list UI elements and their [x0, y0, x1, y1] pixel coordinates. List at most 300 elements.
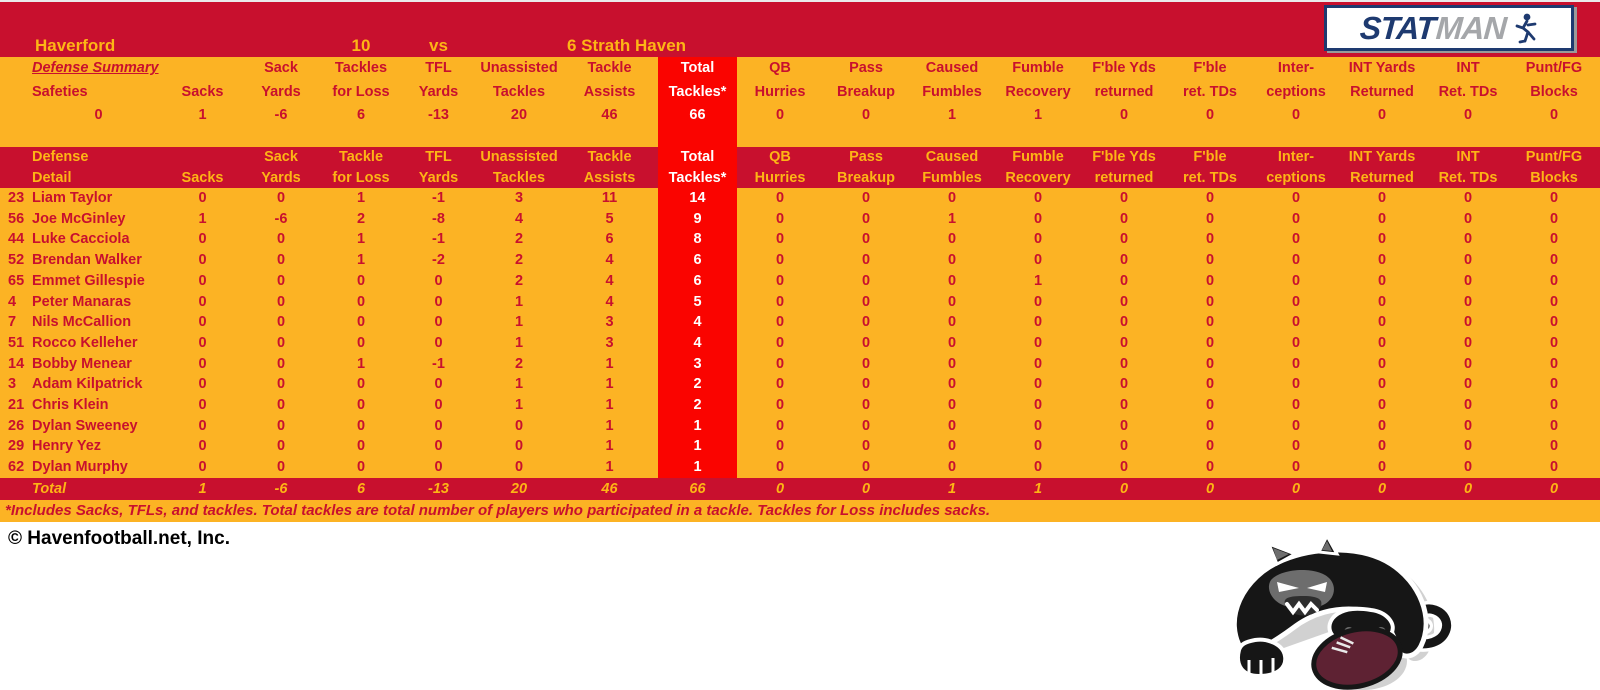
- player-row: [0, 229, 1600, 250]
- player-stat: 4: [658, 333, 737, 354]
- total-value: 0: [1119, 480, 1129, 497]
- player-stat: 0: [276, 355, 286, 372]
- column-header: Tackles: [492, 83, 546, 100]
- summary-value: 0: [775, 107, 785, 124]
- player-stat: 0: [947, 417, 957, 434]
- jersey-number: 62: [8, 459, 25, 476]
- player-stat: 0: [1205, 252, 1215, 269]
- player-stat: -1: [432, 355, 445, 372]
- player-name: Chris Klein: [32, 397, 109, 414]
- player-row: [0, 457, 1600, 478]
- total-value: 46: [601, 480, 618, 497]
- column-header: ret. TDs: [1183, 83, 1237, 100]
- player-name: Liam Taylor: [32, 190, 113, 206]
- player-stat: -1: [432, 190, 445, 206]
- footer-area: [0, 522, 1600, 690]
- column-header: INT Yards: [1348, 60, 1416, 76]
- player-row: [0, 271, 1600, 292]
- column-header: [165, 57, 240, 81]
- player-stat: 0: [1205, 314, 1215, 331]
- player-stat: 2: [356, 210, 366, 227]
- player-stat: 0: [1377, 397, 1387, 414]
- player-stat: 0: [1549, 210, 1559, 227]
- jersey-number: 26: [8, 417, 25, 434]
- player-stat: 0: [1549, 397, 1559, 414]
- player-stat: 1: [605, 397, 614, 414]
- player-stat: 0: [861, 210, 871, 227]
- player-stat: 0: [514, 438, 524, 455]
- column-header: Tackle: [587, 149, 632, 165]
- player-stat: 6: [658, 271, 737, 292]
- summary-value: 0: [1549, 107, 1559, 124]
- column-header: Sack: [264, 60, 298, 76]
- player-stat: 1: [356, 252, 366, 269]
- detail-header-row-1: [0, 147, 1600, 168]
- player-stat: 0: [1033, 314, 1043, 331]
- player-stat: 0: [1377, 376, 1387, 393]
- player-stat: 0: [1291, 376, 1301, 393]
- player-stat: 0: [775, 272, 785, 289]
- player-stat: 2: [514, 355, 524, 372]
- column-header: Returned: [1350, 169, 1414, 186]
- player-stat: 0: [1291, 459, 1301, 476]
- player-stat: 0: [1463, 397, 1473, 414]
- column-header: Tackles: [492, 169, 546, 186]
- detail-title: Defense: [32, 149, 89, 165]
- total-value: 6: [356, 480, 366, 497]
- column-header: returned: [1094, 83, 1154, 100]
- player-name: Nils McCallion: [32, 314, 132, 331]
- away-score-and-team: 6 Strath Haven: [567, 36, 687, 55]
- player-name: Adam Kilpatrick: [32, 376, 143, 393]
- player-stat: 0: [1205, 210, 1215, 227]
- player-stat: 0: [198, 376, 207, 393]
- column-header: F'ble Yds: [1092, 149, 1156, 165]
- player-stat: 0: [276, 190, 286, 206]
- column-header: F'ble: [1193, 60, 1227, 76]
- jersey-number: 7: [8, 314, 17, 331]
- column-header: Recovery: [1005, 169, 1071, 186]
- player-row: [0, 209, 1600, 230]
- summary-value: 66: [658, 104, 737, 128]
- player-stat: 4: [605, 293, 614, 310]
- player-stat: 1: [198, 210, 207, 227]
- column-header: Fumble: [1012, 60, 1064, 76]
- player-stat: 0: [1119, 272, 1129, 289]
- player-stat: 0: [1549, 334, 1559, 351]
- vs-label: vs: [429, 36, 448, 55]
- player-stat: 0: [947, 355, 957, 372]
- detail-header-row-2: [0, 168, 1600, 189]
- player-stat: 0: [514, 417, 524, 434]
- column-header: Caused: [925, 149, 979, 165]
- player-stat: 0: [775, 231, 785, 248]
- summary-value: 20: [510, 107, 528, 124]
- jersey-number: 14: [8, 355, 25, 372]
- player-stat: 0: [1377, 190, 1387, 206]
- player-stat: 0: [1119, 397, 1129, 414]
- player-stat: 0: [434, 376, 443, 393]
- player-stat: 6: [605, 231, 614, 248]
- player-stat: 0: [1119, 438, 1129, 455]
- player-stat: 0: [434, 314, 443, 331]
- player-stat: 0: [434, 459, 443, 476]
- column-header: Blocks: [1530, 169, 1578, 186]
- player-stat: 0: [1291, 210, 1301, 227]
- player-stat: 0: [861, 293, 871, 310]
- player-stat: 0: [1205, 376, 1215, 393]
- player-stat: 0: [198, 397, 207, 414]
- player-row: [0, 333, 1600, 354]
- player-name: Dylan Murphy: [32, 459, 128, 476]
- player-stat: 14: [658, 188, 737, 209]
- player-stat: 1: [514, 293, 524, 310]
- column-header: Pass: [849, 60, 883, 76]
- player-stat: 0: [1377, 252, 1387, 269]
- column-header: Ret. TDs: [1438, 169, 1498, 186]
- player-stat: 1: [514, 376, 524, 393]
- player-stat: 0: [198, 355, 207, 372]
- player-stat: 0: [861, 231, 871, 248]
- total-value: 1: [1033, 480, 1043, 497]
- jersey-number: 52: [8, 252, 25, 269]
- player-name: Peter Manaras: [32, 293, 132, 310]
- player-stat: 0: [775, 190, 785, 206]
- column-header: Punt/FG: [1525, 149, 1583, 165]
- player-stat: 0: [1033, 376, 1043, 393]
- player-name: Dylan Sweeney: [32, 417, 138, 434]
- player-stat: 0: [434, 417, 443, 434]
- total-value: 0: [1291, 480, 1301, 497]
- player-stat: 4: [514, 210, 524, 227]
- column-header: Ret. TDs: [1438, 83, 1498, 100]
- player-stat: 0: [1291, 231, 1301, 248]
- player-stat: 0: [947, 438, 957, 455]
- total-value: 0: [1549, 480, 1559, 497]
- summary-row-label: Safeties: [32, 83, 88, 100]
- player-stat: 0: [1119, 231, 1129, 248]
- player-stat: 0: [1119, 459, 1129, 476]
- player-stat: 0: [1205, 293, 1215, 310]
- column-header: ceptions: [1266, 83, 1326, 100]
- player-stat: 0: [356, 272, 366, 289]
- player-stat: 0: [775, 459, 785, 476]
- column-header: Inter-: [1277, 149, 1315, 165]
- player-stat: 0: [434, 272, 443, 289]
- column-header: Pass: [849, 149, 883, 165]
- player-stat: 2: [658, 374, 737, 395]
- player-stat: 0: [947, 314, 957, 331]
- column-header: Hurries: [754, 83, 806, 100]
- player-stat: 0: [1463, 231, 1473, 248]
- player-name: Emmet Gillespie: [32, 272, 145, 289]
- player-stat: 0: [1291, 272, 1301, 289]
- player-stat: 0: [198, 252, 207, 269]
- summary-value: 6: [356, 107, 366, 124]
- jersey-number: 51: [8, 334, 25, 351]
- jersey-number: 29: [8, 438, 25, 455]
- column-header: [165, 147, 240, 168]
- summary-value: 46: [601, 107, 618, 124]
- player-stat: 0: [1205, 272, 1215, 289]
- statman-logo-stat-text: STAT: [1358, 10, 1436, 46]
- total-value: -13: [428, 480, 449, 497]
- player-name: Rocco Kelleher: [32, 334, 138, 351]
- player-stat: 0: [1549, 376, 1559, 393]
- section-gap: [0, 128, 1600, 147]
- player-stat: 0: [1291, 190, 1301, 206]
- column-header: INT Yards: [1348, 149, 1416, 165]
- column-header: Punt/FG: [1525, 60, 1583, 76]
- player-stat: 0: [947, 397, 957, 414]
- player-stat: 1: [605, 438, 614, 455]
- player-stat: 0: [861, 459, 871, 476]
- player-stat: 0: [276, 272, 286, 289]
- player-stat: 0: [1377, 314, 1387, 331]
- player-stat: 3: [514, 190, 524, 206]
- player-stat: 0: [1205, 334, 1215, 351]
- jersey-number: 56: [8, 210, 25, 227]
- player-stat: 0: [1291, 334, 1301, 351]
- player-stat: 1: [605, 376, 614, 393]
- player-stat: 0: [356, 417, 366, 434]
- player-stat: 1: [514, 314, 524, 331]
- player-stat: 0: [1463, 459, 1473, 476]
- player-stat: -2: [432, 252, 445, 269]
- player-stat: 0: [276, 252, 286, 269]
- player-stat: 0: [775, 293, 785, 310]
- column-header: Yards: [261, 169, 301, 186]
- player-stat: 0: [1377, 293, 1387, 310]
- column-header: Breakup: [836, 83, 896, 100]
- player-stat: 0: [1119, 252, 1129, 269]
- summary-value: 0: [1119, 107, 1129, 124]
- player-stat: 0: [1377, 210, 1387, 227]
- player-stat: 0: [1119, 334, 1129, 351]
- player-stat: 0: [1463, 376, 1473, 393]
- player-stat: 0: [276, 314, 286, 331]
- player-stat: 0: [1291, 417, 1301, 434]
- player-stat: 0: [356, 376, 366, 393]
- player-stat: 0: [1463, 438, 1473, 455]
- jersey-number: 23: [8, 190, 25, 206]
- player-stat: 6: [658, 250, 737, 271]
- player-stat: 0: [1463, 314, 1473, 331]
- total-value: 0: [775, 480, 785, 497]
- summary-value: 0: [861, 107, 871, 124]
- column-header: Tackle: [338, 149, 384, 165]
- player-row: [0, 292, 1600, 313]
- player-stat: 0: [198, 272, 207, 289]
- player-stat: 0: [775, 397, 785, 414]
- player-stat: 0: [775, 438, 785, 455]
- statman-logo: [1324, 5, 1574, 51]
- home-score: 10: [351, 36, 371, 55]
- player-stat: 0: [947, 334, 957, 351]
- player-row: [0, 436, 1600, 457]
- total-value: 0: [1463, 480, 1473, 497]
- total-value: 20: [510, 480, 528, 497]
- player-stat: 0: [947, 376, 957, 393]
- player-stat: 0: [1033, 459, 1043, 476]
- player-stat: 0: [861, 334, 871, 351]
- column-header: Total: [658, 147, 737, 168]
- jersey-number: 65: [8, 272, 25, 289]
- player-stat: -6: [274, 210, 288, 227]
- player-stat: 0: [276, 231, 286, 248]
- player-stat: 0: [514, 459, 524, 476]
- player-stat: 0: [1549, 355, 1559, 372]
- player-stat: 0: [861, 272, 871, 289]
- total-value: 0: [1205, 480, 1215, 497]
- detail-title: Detail: [32, 169, 72, 186]
- player-stat: 0: [1463, 190, 1473, 206]
- running-man-icon: [1512, 12, 1538, 44]
- column-header: QB: [769, 149, 791, 165]
- player-stat: 1: [356, 355, 366, 372]
- copyright: © Havenfootball.net, Inc.: [8, 527, 230, 549]
- player-stat: 0: [1205, 190, 1215, 206]
- player-stat: 2: [658, 395, 737, 416]
- player-stat: 0: [434, 293, 443, 310]
- player-stat: 0: [1205, 459, 1215, 476]
- player-row: [0, 416, 1600, 437]
- player-stat: 0: [198, 293, 207, 310]
- player-stat: 0: [434, 334, 443, 351]
- column-header: Breakup: [836, 169, 896, 186]
- summary-value: 0: [1377, 107, 1387, 124]
- player-stat: 0: [1033, 293, 1043, 310]
- column-header: Caused: [925, 60, 979, 76]
- player-stat: 0: [1205, 438, 1215, 455]
- player-stat: 0: [198, 231, 207, 248]
- column-header: Inter-: [1277, 60, 1315, 76]
- column-header: Fumbles: [922, 83, 982, 100]
- jersey-number: 44: [8, 231, 25, 248]
- column-header: TFL: [425, 60, 452, 76]
- column-header: INT: [1456, 60, 1480, 76]
- player-stat: 0: [198, 459, 207, 476]
- player-stat: 1: [658, 416, 737, 437]
- player-stat: 0: [775, 334, 785, 351]
- player-stat: 11: [601, 190, 618, 206]
- player-stat: 0: [1291, 314, 1301, 331]
- total-value: 1: [947, 480, 957, 497]
- player-stat: 1: [658, 457, 737, 478]
- column-header: Tackles*: [658, 81, 737, 105]
- player-stat: 0: [1377, 272, 1387, 289]
- player-stat: 1: [514, 397, 524, 414]
- player-name: Brendan Walker: [32, 252, 142, 269]
- player-stat: 0: [356, 314, 366, 331]
- column-header: Unassisted: [480, 149, 558, 165]
- player-stat: 0: [1291, 293, 1301, 310]
- column-header: Fumble: [1012, 149, 1064, 165]
- summary-value: 1: [198, 107, 207, 124]
- player-stat: 0: [198, 438, 207, 455]
- player-stat: 0: [1549, 459, 1559, 476]
- summary-safeties-value: 0: [94, 107, 103, 124]
- player-stat: 0: [861, 417, 871, 434]
- player-stat: 0: [861, 190, 871, 206]
- player-stat: 0: [1205, 355, 1215, 372]
- player-row: [0, 374, 1600, 395]
- player-stat: 0: [775, 355, 785, 372]
- player-stat: 0: [775, 314, 785, 331]
- player-stat: 0: [1549, 293, 1559, 310]
- player-stat: 1: [605, 417, 614, 434]
- player-stat: 0: [1119, 210, 1129, 227]
- player-stat: 0: [198, 314, 207, 331]
- player-stat: 0: [947, 293, 957, 310]
- player-stat: 0: [947, 272, 957, 289]
- player-stat: 0: [1291, 355, 1301, 372]
- player-stat: 0: [1291, 397, 1301, 414]
- total-value: -6: [274, 480, 288, 497]
- player-stat: 0: [198, 334, 207, 351]
- column-header: Yards: [418, 83, 459, 100]
- player-stat: 0: [1549, 272, 1559, 289]
- player-stat: 1: [514, 334, 524, 351]
- player-stat: 0: [1463, 252, 1473, 269]
- player-stat: 0: [861, 376, 871, 393]
- player-stat: 1: [947, 210, 957, 227]
- player-row: [0, 395, 1600, 416]
- player-stat: 0: [276, 397, 286, 414]
- column-header: Fumbles: [922, 169, 982, 186]
- column-header: Blocks: [1530, 83, 1578, 100]
- player-stat: 0: [356, 438, 366, 455]
- player-row: [0, 188, 1600, 209]
- player-stat: 0: [1119, 417, 1129, 434]
- player-stat: 0: [356, 334, 366, 351]
- player-stat: 0: [775, 417, 785, 434]
- player-stat: 1: [1033, 272, 1043, 289]
- total-label: Total: [32, 480, 67, 497]
- player-row: [0, 354, 1600, 375]
- player-stat: 1: [605, 459, 614, 476]
- player-stat: 3: [605, 314, 614, 331]
- panther-logo: [1215, 534, 1465, 690]
- column-header: Returned: [1350, 83, 1414, 100]
- player-row: [0, 250, 1600, 271]
- summary-value: 0: [1463, 107, 1473, 124]
- player-stat: 0: [276, 293, 286, 310]
- column-header: F'ble Yds: [1092, 60, 1156, 76]
- summary-value: 0: [1291, 107, 1301, 124]
- total-value: 0: [1377, 480, 1387, 497]
- column-header: Unassisted: [480, 60, 558, 76]
- player-stat: 0: [861, 355, 871, 372]
- player-stat: 5: [605, 210, 614, 227]
- player-stat: 0: [1119, 355, 1129, 372]
- summary-value: -6: [274, 107, 288, 124]
- jersey-number: 21: [8, 397, 25, 414]
- total-column-spacer: [658, 128, 737, 147]
- player-stat: 1: [356, 231, 366, 248]
- player-stat: 0: [1033, 231, 1043, 248]
- column-header: Assists: [583, 83, 636, 100]
- player-stat: 0: [1463, 210, 1473, 227]
- column-header: Sack: [264, 149, 298, 165]
- player-stat: 0: [1549, 231, 1559, 248]
- total-value: 1: [198, 480, 207, 497]
- player-stat: 0: [1033, 438, 1043, 455]
- defense-summary-table: [0, 57, 1600, 128]
- player-stat: 0: [1377, 417, 1387, 434]
- player-stat: 0: [947, 190, 957, 206]
- jersey-number: 4: [8, 293, 17, 310]
